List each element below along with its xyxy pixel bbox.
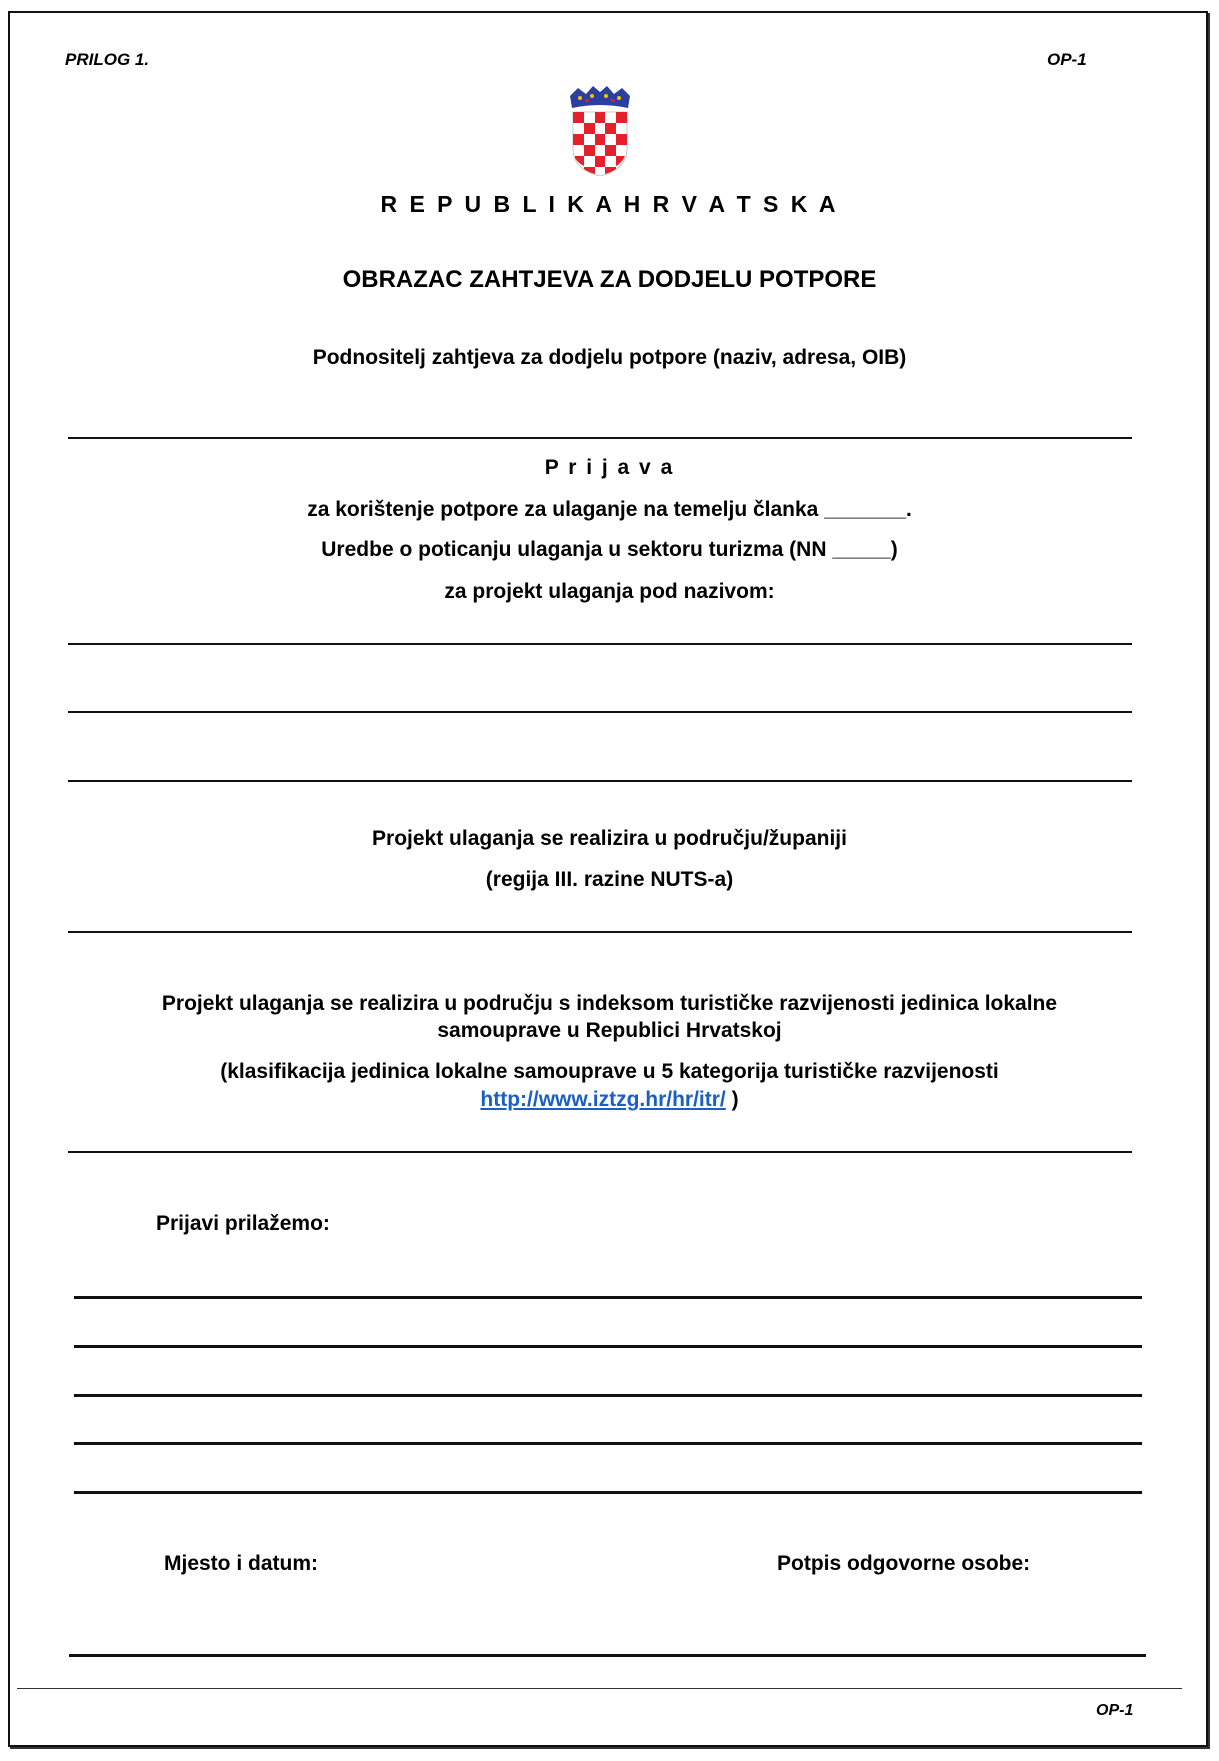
index-label-3: (klasifikacija jedinica lokalne samouprave u 5 kategorija turističke razvijenosti <box>220 1060 999 1083</box>
attachment-line-1[interactable] <box>74 1296 1142 1299</box>
country-title: R E P U B L I K A H R V A T S K A <box>380 191 839 217</box>
project-name-line-1[interactable] <box>68 643 1132 645</box>
form-code: OP-1 <box>1047 50 1087 69</box>
attachment-line-3[interactable] <box>74 1394 1142 1397</box>
attachment-line-5[interactable] <box>74 1491 1142 1494</box>
itr-link[interactable]: http://www.iztzg.hr/hr/itr/ <box>480 1088 726 1111</box>
attachment-line-4[interactable] <box>74 1442 1142 1445</box>
coat-of-arms-icon <box>566 86 634 176</box>
region-input-line[interactable] <box>68 931 1132 933</box>
applicant-label: Podnositelj zahtjeva za dodjelu potpore (naziv, adresa, OIB) <box>312 346 907 369</box>
signature-line[interactable] <box>69 1654 1146 1657</box>
place-date-label: Mjesto i datum: <box>164 1552 319 1575</box>
applicant-input-line[interactable] <box>68 437 1132 439</box>
application-heading: P r i j a v a <box>544 456 675 479</box>
form-title: OBRAZAC ZAHTJEVA ZA DODJELU POTPORE <box>342 266 877 293</box>
link-suffix: ) <box>725 1088 739 1111</box>
index-label-1: Projekt ulaganja se realizira u području s indeksom turističke razvijenosti jedinica lokalne <box>161 992 1058 1015</box>
attachment-line-2[interactable] <box>74 1345 1142 1348</box>
region-label-2: (regija III. razine NUTS-a) <box>485 868 734 891</box>
footer-code: OP-1 <box>1096 1702 1134 1719</box>
region-label-1: Projekt ulaganja se realizira u području/županiji <box>372 827 847 850</box>
application-line-2: Uredbe o poticanju ulaganja u sektoru turizma (NN _____) <box>321 538 898 561</box>
attachments-label: Prijavi prilažemo: <box>156 1212 330 1235</box>
index-link-row <box>0 1089 1219 1110</box>
project-name-line-2[interactable] <box>68 711 1132 713</box>
footer-divider <box>17 1688 1182 1689</box>
application-line-1: za korištenje potpore za ulaganje na temelju članka _______. <box>307 498 912 521</box>
annex-label: PRILOG 1. <box>65 50 150 69</box>
project-name-line-3[interactable] <box>68 780 1132 782</box>
signature-label: Potpis odgovorne osobe: <box>777 1552 1031 1575</box>
index-label-2: samouprave u Republici Hrvatskoj <box>437 1019 782 1042</box>
index-input-line[interactable] <box>68 1151 1132 1153</box>
application-line-3: za projekt ulaganja pod nazivom: <box>444 580 775 603</box>
